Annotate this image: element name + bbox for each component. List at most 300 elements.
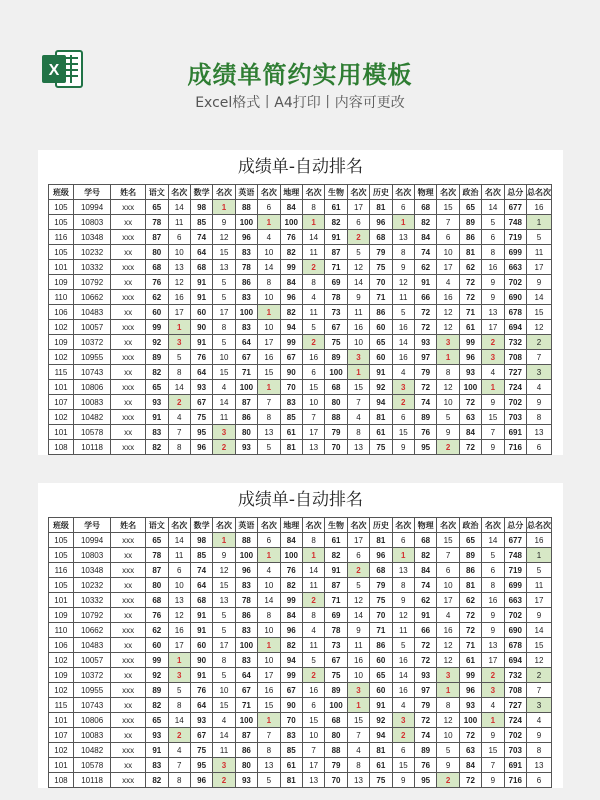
table-cell: 15: [213, 365, 235, 380]
table-cell: 68: [190, 260, 212, 275]
table-cell: xxx: [111, 593, 146, 608]
table-cell: 17: [213, 305, 235, 320]
table-cell: 15: [527, 638, 552, 653]
table-cell: 17: [437, 260, 459, 275]
table-cell: 1: [437, 350, 459, 365]
column-header: 语文: [146, 185, 168, 200]
table-cell: 15: [437, 200, 459, 215]
table-cell: 10955: [73, 683, 110, 698]
table-cell: 61: [325, 533, 347, 548]
table-cell: 10: [302, 395, 324, 410]
table-cell: 63: [459, 743, 481, 758]
table-cell: 10994: [73, 200, 110, 215]
table-cell: 82: [280, 245, 302, 260]
table-cell: xx: [111, 578, 146, 593]
table-cell: 91: [146, 743, 168, 758]
table-cell: 11: [302, 305, 324, 320]
table-cell: 106: [49, 305, 74, 320]
table-row: [49, 440, 552, 455]
table-cell: 62: [414, 593, 436, 608]
table-cell: 81: [370, 743, 392, 758]
table-cell: 9: [213, 548, 235, 563]
table-cell: 100: [325, 698, 347, 713]
table-cell: 105: [49, 533, 74, 548]
table-cell: 14: [527, 290, 552, 305]
table-cell: 13: [213, 260, 235, 275]
table-cell: 14: [302, 563, 324, 578]
table-cell: 88: [235, 200, 257, 215]
table-cell: 108: [49, 773, 74, 788]
table-cell: 3: [168, 668, 190, 683]
table-cell: 4: [258, 563, 280, 578]
table-cell: 105: [49, 245, 74, 260]
table-cell: 677: [504, 200, 526, 215]
column-header: 名次: [258, 518, 280, 533]
table-cell: 1: [213, 533, 235, 548]
table-cell: 1: [527, 548, 552, 563]
table-cell: 5: [302, 320, 324, 335]
table-cell: 66: [414, 623, 436, 638]
table-cell: 88: [325, 410, 347, 425]
column-header: 名次: [258, 185, 280, 200]
table-row: [49, 395, 552, 410]
table-cell: 3: [482, 350, 504, 365]
table-cell: 102: [49, 350, 74, 365]
table-cell: 677: [504, 533, 526, 548]
table-cell: 84: [414, 563, 436, 578]
column-header: 政治: [459, 185, 481, 200]
table-cell: 83: [235, 623, 257, 638]
table-cell: 66: [414, 290, 436, 305]
table-cell: 13: [392, 563, 414, 578]
table-cell: 1: [347, 698, 369, 713]
column-header: 历史: [370, 185, 392, 200]
table-cell: 10: [168, 245, 190, 260]
column-header: 政治: [459, 518, 481, 533]
column-header: 名次: [347, 518, 369, 533]
table-cell: 13: [482, 638, 504, 653]
table-cell: 83: [235, 653, 257, 668]
table-cell: 11: [213, 410, 235, 425]
table-cell: 93: [146, 728, 168, 743]
column-header: 学号: [73, 185, 110, 200]
table-cell: 72: [459, 440, 481, 455]
table-cell: 17: [258, 668, 280, 683]
table-cell: 76: [146, 608, 168, 623]
table-cell: 8: [168, 440, 190, 455]
column-header: 班级: [49, 185, 74, 200]
column-header: 名次: [168, 518, 190, 533]
table-cell: 75: [370, 260, 392, 275]
table-cell: 10578: [73, 425, 110, 440]
table-cell: 719: [504, 230, 526, 245]
table-cell: 732: [504, 335, 526, 350]
table-row: [49, 653, 552, 668]
table-cell: 68: [325, 713, 347, 728]
table-cell: 2: [482, 668, 504, 683]
table-cell: 80: [325, 728, 347, 743]
table-cell: 93: [414, 335, 436, 350]
table-cell: 694: [504, 320, 526, 335]
table-cell: 13: [302, 773, 324, 788]
table-cell: 79: [414, 365, 436, 380]
table-cell: 61: [370, 758, 392, 773]
table-cell: 13: [258, 425, 280, 440]
table-cell: 10662: [73, 623, 110, 638]
table-cell: 81: [280, 440, 302, 455]
table-row: [49, 335, 552, 350]
table-cell: 93: [235, 440, 257, 455]
table-cell: 10348: [73, 230, 110, 245]
table-cell: 2: [168, 395, 190, 410]
table-cell: 60: [146, 638, 168, 653]
table-cell: 3: [213, 758, 235, 773]
table-cell: 94: [280, 653, 302, 668]
table-header-row: [49, 518, 552, 533]
table-cell: 16: [482, 260, 504, 275]
table-cell: 82: [280, 578, 302, 593]
table-cell: 68: [146, 260, 168, 275]
table-cell: 89: [146, 350, 168, 365]
table-cell: 93: [414, 668, 436, 683]
score-table: [48, 517, 552, 788]
table-cell: 74: [190, 563, 212, 578]
table-cell: 74: [414, 578, 436, 593]
table-cell: 1: [437, 683, 459, 698]
column-header: 名次: [482, 185, 504, 200]
page-subtitle: Excel格式丨A4打印丨内容可更改: [195, 95, 405, 111]
column-header: 名次: [392, 518, 414, 533]
sheet-preview-2: [38, 483, 563, 788]
table-cell: 83: [235, 578, 257, 593]
table-cell: 6: [392, 410, 414, 425]
column-header: 英语: [235, 185, 257, 200]
table-cell: 15: [302, 713, 324, 728]
table-cell: 1: [258, 638, 280, 653]
table-cell: 15: [347, 713, 369, 728]
table-cell: 9: [392, 773, 414, 788]
table-cell: 1: [258, 305, 280, 320]
table-cell: 10806: [73, 713, 110, 728]
table-cell: 67: [280, 683, 302, 698]
table-cell: 16: [437, 290, 459, 305]
table-row: [49, 230, 552, 245]
table-cell: 732: [504, 668, 526, 683]
table-cell: 5: [213, 668, 235, 683]
table-cell: 1: [258, 548, 280, 563]
table-cell: xxx: [111, 350, 146, 365]
table-cell: 91: [370, 698, 392, 713]
table-cell: 12: [527, 320, 552, 335]
table-cell: 76: [414, 758, 436, 773]
table-cell: 115: [49, 365, 74, 380]
table-cell: 72: [414, 305, 436, 320]
table-cell: 16: [527, 533, 552, 548]
table-cell: 4: [527, 713, 552, 728]
table-cell: 17: [527, 260, 552, 275]
table-cell: 10743: [73, 365, 110, 380]
table-cell: 75: [325, 335, 347, 350]
table-cell: 719: [504, 563, 526, 578]
table-cell: 10955: [73, 350, 110, 365]
table-cell: 87: [146, 230, 168, 245]
table-cell: 12: [347, 260, 369, 275]
table-cell: 64: [235, 668, 257, 683]
table-row: [49, 245, 552, 260]
table-cell: 12: [213, 563, 235, 578]
table-cell: xx: [111, 395, 146, 410]
table-cell: 76: [280, 230, 302, 245]
table-cell: 13: [482, 305, 504, 320]
table-cell: 102: [49, 653, 74, 668]
table-cell: 79: [325, 425, 347, 440]
table-cell: 89: [325, 350, 347, 365]
table-row: [49, 608, 552, 623]
table-cell: xxx: [111, 290, 146, 305]
table-cell: 16: [302, 683, 324, 698]
table-cell: 5: [213, 335, 235, 350]
table-row: [49, 638, 552, 653]
table-cell: 5: [437, 743, 459, 758]
table-cell: 86: [235, 410, 257, 425]
table-cell: 702: [504, 728, 526, 743]
table-cell: 702: [504, 395, 526, 410]
table-cell: 14: [392, 335, 414, 350]
table-cell: 91: [190, 608, 212, 623]
table-cell: 91: [414, 608, 436, 623]
table-cell: 75: [370, 440, 392, 455]
table-cell: 16: [392, 350, 414, 365]
table-cell: 70: [370, 608, 392, 623]
table-cell: 106: [49, 638, 74, 653]
table-cell: xxx: [111, 653, 146, 668]
table-cell: 109: [49, 668, 74, 683]
table-cell: 678: [504, 305, 526, 320]
table-cell: 6: [302, 698, 324, 713]
table-cell: 12: [168, 275, 190, 290]
table-cell: 96: [235, 230, 257, 245]
table-cell: 75: [190, 410, 212, 425]
table-cell: 8: [437, 365, 459, 380]
table-cell: 8: [168, 773, 190, 788]
table-cell: 12: [213, 230, 235, 245]
table-cell: 703: [504, 410, 526, 425]
table-cell: 5: [347, 578, 369, 593]
table-cell: 3: [347, 350, 369, 365]
table-cell: 96: [370, 215, 392, 230]
table-cell: 74: [414, 395, 436, 410]
table-cell: 2: [302, 593, 324, 608]
column-header: 历史: [370, 518, 392, 533]
table-cell: 5: [527, 563, 552, 578]
table-cell: 9: [482, 290, 504, 305]
table-cell: xx: [111, 728, 146, 743]
table-cell: 105: [49, 548, 74, 563]
table-row: [49, 758, 552, 773]
table-cell: 13: [213, 593, 235, 608]
table-cell: 84: [280, 200, 302, 215]
table-cell: 10332: [73, 593, 110, 608]
table-cell: 16: [258, 683, 280, 698]
column-header: 总分: [504, 518, 526, 533]
table-cell: 93: [235, 773, 257, 788]
table-cell: 88: [235, 533, 257, 548]
table-cell: 8: [302, 200, 324, 215]
table-cell: xxx: [111, 533, 146, 548]
column-header: 名次: [213, 518, 235, 533]
table-cell: 11: [392, 623, 414, 638]
table-cell: 79: [414, 698, 436, 713]
table-cell: 82: [414, 548, 436, 563]
table-cell: 85: [190, 215, 212, 230]
table-cell: 1: [258, 713, 280, 728]
table-cell: 110: [49, 290, 74, 305]
table-cell: 82: [146, 698, 168, 713]
table-cell: 91: [414, 275, 436, 290]
table-cell: 68: [414, 200, 436, 215]
column-header: 班级: [49, 518, 74, 533]
table-cell: 80: [235, 758, 257, 773]
table-cell: 2: [392, 395, 414, 410]
table-cell: 82: [146, 773, 168, 788]
table-cell: 68: [414, 533, 436, 548]
table-cell: 16: [437, 623, 459, 638]
table-cell: 80: [146, 578, 168, 593]
table-cell: 10057: [73, 653, 110, 668]
table-cell: 14: [258, 593, 280, 608]
table-cell: 87: [235, 728, 257, 743]
table-cell: 1: [302, 215, 324, 230]
table-cell: 6: [392, 533, 414, 548]
table-cell: 84: [459, 425, 481, 440]
table-cell: 10372: [73, 335, 110, 350]
table-cell: 89: [459, 215, 481, 230]
table-cell: 1: [302, 548, 324, 563]
table-cell: 5: [392, 305, 414, 320]
table-cell: 7: [527, 350, 552, 365]
table-cell: 9: [437, 425, 459, 440]
table-cell: 93: [459, 365, 481, 380]
table-row: [49, 593, 552, 608]
table-cell: xx: [111, 245, 146, 260]
table-cell: 82: [414, 215, 436, 230]
table-cell: 76: [414, 425, 436, 440]
table-cell: 15: [437, 533, 459, 548]
table-cell: 115: [49, 698, 74, 713]
table-cell: 90: [190, 653, 212, 668]
table-cell: 82: [280, 638, 302, 653]
table-row: [49, 305, 552, 320]
table-cell: 699: [504, 245, 526, 260]
table-cell: 7: [482, 758, 504, 773]
column-header: 名次: [482, 518, 504, 533]
table-cell: 10: [213, 683, 235, 698]
table-cell: 78: [235, 260, 257, 275]
table-cell: 61: [325, 200, 347, 215]
table-cell: 5: [213, 608, 235, 623]
table-cell: 100: [325, 365, 347, 380]
table-row: [49, 533, 552, 548]
table-cell: 83: [235, 290, 257, 305]
table-cell: 15: [258, 698, 280, 713]
column-header: 名次: [302, 185, 324, 200]
table-cell: 100: [235, 548, 257, 563]
table-cell: 92: [370, 713, 392, 728]
table-cell: 17: [347, 533, 369, 548]
table-cell: 3: [392, 713, 414, 728]
svg-text:X: X: [48, 62, 60, 79]
table-cell: 9: [482, 440, 504, 455]
table-cell: 7: [168, 425, 190, 440]
table-cell: 11: [347, 638, 369, 653]
table-cell: 99: [146, 320, 168, 335]
table-cell: 96: [190, 773, 212, 788]
table-cell: 10: [258, 578, 280, 593]
table-cell: 10483: [73, 305, 110, 320]
table-cell: 5: [437, 410, 459, 425]
table-cell: 83: [280, 395, 302, 410]
table-cell: 15: [527, 305, 552, 320]
table-cell: 91: [190, 290, 212, 305]
table-cell: 11: [302, 578, 324, 593]
table-body: [49, 200, 552, 455]
table-cell: 4: [347, 743, 369, 758]
table-row: [49, 743, 552, 758]
table-cell: 8: [482, 245, 504, 260]
table-cell: 10482: [73, 410, 110, 425]
table-cell: 2: [213, 440, 235, 455]
table-cell: 3: [527, 698, 552, 713]
table-cell: 13: [258, 758, 280, 773]
table-cell: 60: [190, 305, 212, 320]
table-cell: 11: [347, 305, 369, 320]
table-cell: 5: [258, 773, 280, 788]
table-cell: 83: [280, 728, 302, 743]
table-cell: 14: [347, 608, 369, 623]
table-cell: 99: [280, 260, 302, 275]
table-cell: 4: [392, 698, 414, 713]
table-cell: 95: [190, 758, 212, 773]
table-cell: 4: [302, 290, 324, 305]
table-cell: 2: [347, 230, 369, 245]
table-cell: 10083: [73, 395, 110, 410]
table-cell: 100: [235, 638, 257, 653]
table-row: [49, 215, 552, 230]
table-cell: 8: [302, 275, 324, 290]
table-cell: 65: [146, 713, 168, 728]
table-cell: 10482: [73, 743, 110, 758]
table-cell: 101: [49, 758, 74, 773]
table-cell: 105: [49, 578, 74, 593]
table-cell: 8: [213, 320, 235, 335]
table-cell: 3: [437, 335, 459, 350]
table-cell: 6: [482, 563, 504, 578]
table-cell: 65: [370, 335, 392, 350]
table-cell: 10: [437, 578, 459, 593]
table-cell: 81: [370, 533, 392, 548]
table-cell: 1: [258, 380, 280, 395]
table-cell: 2: [527, 668, 552, 683]
table-cell: 9: [527, 395, 552, 410]
table-cell: 10803: [73, 548, 110, 563]
column-header: 学号: [73, 518, 110, 533]
table-cell: 9: [527, 728, 552, 743]
table-cell: 6: [347, 215, 369, 230]
table-cell: 78: [325, 623, 347, 638]
table-row: [49, 683, 552, 698]
table-cell: 92: [146, 668, 168, 683]
column-header: 总名次: [527, 518, 552, 533]
